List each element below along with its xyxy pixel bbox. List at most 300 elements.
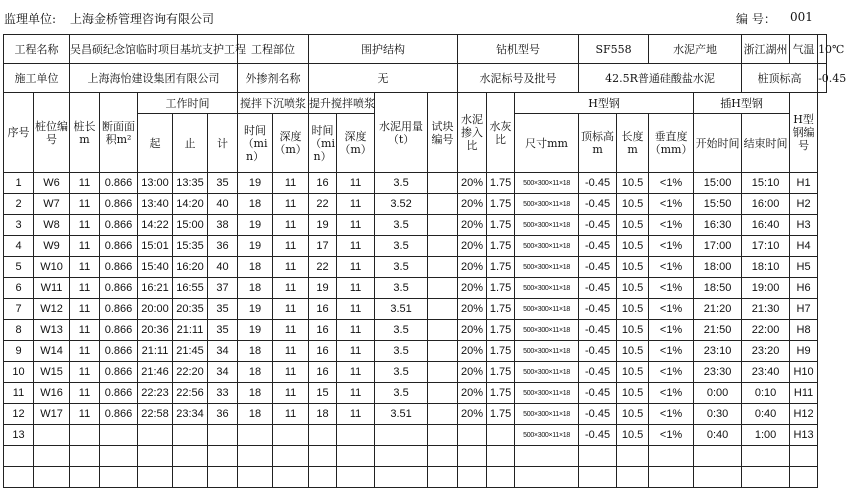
cell-up-depth: 11 <box>337 236 375 257</box>
cell-pile-no: W8 <box>34 215 70 236</box>
cell-verticality: <1% <box>649 320 694 341</box>
top-elev-header: 顶标高m <box>579 114 617 173</box>
cell-wc-ratio: 1.75 <box>487 362 515 383</box>
cell-cement-amount: 3.52 <box>375 194 428 215</box>
cell-insert-end: 16:00 <box>742 194 790 215</box>
temp-label: 气温 <box>790 35 818 64</box>
cell-insert-end: 18:10 <box>742 257 790 278</box>
cell-h-no: H8 <box>790 320 818 341</box>
cell-end-time: 13:35 <box>173 173 208 194</box>
cell-block-no <box>428 383 458 404</box>
cell-top-elev: -0.45 <box>579 320 617 341</box>
up-spray-header: 提升搅拌喷浆 <box>309 93 375 114</box>
cell-start-time: 21:46 <box>138 362 173 383</box>
cell-top-elev: -0.45 <box>579 194 617 215</box>
cell-cement-amount: 3.5 <box>375 362 428 383</box>
cell-up-time: 16 <box>309 362 337 383</box>
part-label: 工程部位 <box>238 35 309 64</box>
cell-top-elev: -0.45 <box>579 215 617 236</box>
rig-label: 钻机型号 <box>458 35 579 64</box>
cell-cement-ratio: 20% <box>458 404 487 425</box>
cell-end-time: 22:20 <box>173 362 208 383</box>
cell-h-no: H7 <box>790 299 818 320</box>
cell-seq: 12 <box>4 404 34 425</box>
cell-hsteel-size: 500×300×11×18 <box>515 425 579 446</box>
cell-hsteel-size: 500×300×11×18 <box>515 341 579 362</box>
empty-cell <box>208 446 238 467</box>
table-row <box>4 257 827 278</box>
cell-down-time: 19 <box>238 236 273 257</box>
block-no-header: 试块编号 <box>428 93 458 173</box>
cell-hsteel-size: 500×300×11×18 <box>515 257 579 278</box>
cell-end-time: 22:56 <box>173 383 208 404</box>
empty-cell <box>579 446 617 467</box>
cell-pile-no: W11 <box>34 278 70 299</box>
empty-cell <box>4 467 34 488</box>
cell-insert-end: 0:10 <box>742 383 790 404</box>
cell-total-min: 35 <box>208 320 238 341</box>
cell-top-elev: -0.45 <box>579 362 617 383</box>
empty-cell <box>337 446 375 467</box>
cell-top-elev: -0.45 <box>579 236 617 257</box>
wc-ratio-header: 水灰比 <box>487 93 515 173</box>
cell-block-no <box>428 404 458 425</box>
cell-down-depth: 11 <box>273 173 309 194</box>
cell-insert-start: 0:40 <box>694 425 742 446</box>
cell-hsteel-size: 500×300×11×18 <box>515 320 579 341</box>
cell-wc-ratio: 1.75 <box>487 383 515 404</box>
cell-h-no: H3 <box>790 215 818 236</box>
cell-up-time: 16 <box>309 320 337 341</box>
pile-no-header: 桩位编号 <box>34 93 70 173</box>
cell-area: 0.866 <box>100 257 138 278</box>
empty-cell <box>375 446 428 467</box>
cell-hsteel-size: 500×300×11×18 <box>515 362 579 383</box>
empty-cell <box>742 446 790 467</box>
cell-verticality: <1% <box>649 257 694 278</box>
cell-top-elev: -0.45 <box>579 257 617 278</box>
cell-down-time: 18 <box>238 404 273 425</box>
empty-cell <box>617 446 649 467</box>
cell-insert-end: 0:40 <box>742 404 790 425</box>
number-label: 编 号： <box>736 12 776 26</box>
up-depth-header: 深度（m） <box>337 114 375 173</box>
cell-wc-ratio: 1.75 <box>487 278 515 299</box>
cell-block-no <box>428 278 458 299</box>
table-row <box>4 236 827 257</box>
cell-verticality: <1% <box>649 362 694 383</box>
empty-cell <box>694 467 742 488</box>
cell-wc-ratio: 1.75 <box>487 341 515 362</box>
cell-start-time <box>138 425 173 446</box>
cell-insert-end: 17:10 <box>742 236 790 257</box>
cell-pile-no: W14 <box>34 341 70 362</box>
length-header: 长度m <box>617 114 649 173</box>
cell-down-time: 19 <box>238 299 273 320</box>
table-row <box>4 341 827 362</box>
cell-area: 0.866 <box>100 278 138 299</box>
cell-start-time: 20:00 <box>138 299 173 320</box>
cell-up-time: 19 <box>309 278 337 299</box>
cell-pile-no: W17 <box>34 404 70 425</box>
cell-down-depth: 11 <box>273 404 309 425</box>
empty-cell <box>375 467 428 488</box>
cell-down-time: 19 <box>238 320 273 341</box>
insert-h-header: 插H型钢 <box>694 93 790 114</box>
cell-area: 0.866 <box>100 299 138 320</box>
cell-pile-length: 11 <box>70 341 100 362</box>
cell-total-min: 35 <box>208 299 238 320</box>
cell-h-no: H5 <box>790 257 818 278</box>
cell-cement-ratio: 20% <box>458 299 487 320</box>
cell-cement-amount: 3.51 <box>375 404 428 425</box>
cell-insert-start: 23:30 <box>694 362 742 383</box>
cement-origin-value: 浙江湖州 <box>742 35 790 64</box>
cell-insert-end: 15:10 <box>742 173 790 194</box>
pile-length-header: 桩长m <box>70 93 100 173</box>
empty-cell <box>309 446 337 467</box>
cell-insert-end: 23:40 <box>742 362 790 383</box>
table-row <box>4 320 827 341</box>
cell-end-time: 21:11 <box>173 320 208 341</box>
cell-up-time: 18 <box>309 404 337 425</box>
cell-total-min: 34 <box>208 341 238 362</box>
cell-cement-ratio: 20% <box>458 215 487 236</box>
cell-insert-start: 18:50 <box>694 278 742 299</box>
cell-up-time: 22 <box>309 257 337 278</box>
cell-block-no <box>428 236 458 257</box>
cell-wc-ratio: 1.75 <box>487 236 515 257</box>
temp-value: 10℃ <box>818 35 827 64</box>
cement-grade-label: 水泥标号及批号 <box>458 64 579 93</box>
cell-up-time: 19 <box>309 215 337 236</box>
empty-cell <box>34 467 70 488</box>
empty-cell <box>100 467 138 488</box>
cell-end-time: 20:35 <box>173 299 208 320</box>
cell-up-depth: 11 <box>337 341 375 362</box>
cell-seq: 4 <box>4 236 34 257</box>
contractor-label: 施工单位 <box>4 64 70 93</box>
empty-cell <box>790 446 818 467</box>
cell-hsteel-length: 10.5 <box>617 194 649 215</box>
cell-down-depth: 11 <box>273 320 309 341</box>
cell-area: 0.866 <box>100 236 138 257</box>
additive-value: 无 <box>309 64 458 93</box>
cell-pile-length: 11 <box>70 362 100 383</box>
cell-top-elev: -0.45 <box>579 278 617 299</box>
cell-insert-start: 21:50 <box>694 320 742 341</box>
cell-hsteel-length: 10.5 <box>617 425 649 446</box>
cell-pile-length <box>70 425 100 446</box>
cell-cement-ratio <box>458 425 487 446</box>
cell-verticality: <1% <box>649 173 694 194</box>
cell-end-time <box>173 425 208 446</box>
empty-cell <box>649 467 694 488</box>
cell-insert-end: 19:00 <box>742 278 790 299</box>
cell-pile-length: 11 <box>70 215 100 236</box>
cell-insert-end: 22:00 <box>742 320 790 341</box>
cell-block-no <box>428 425 458 446</box>
up-time-header: 时间（min） <box>309 114 337 173</box>
cell-start-time: 13:40 <box>138 194 173 215</box>
cell-hsteel-size: 500×300×11×18 <box>515 278 579 299</box>
cell-total-min: 38 <box>208 215 238 236</box>
cell-end-time: 21:45 <box>173 341 208 362</box>
cell-seq: 6 <box>4 278 34 299</box>
number-value: 001 <box>790 10 813 24</box>
project-label: 工程名称 <box>4 35 70 64</box>
cell-down-time: 18 <box>238 383 273 404</box>
cell-hsteel-size: 500×300×11×18 <box>515 173 579 194</box>
empty-cell <box>742 467 790 488</box>
cell-total-min: 33 <box>208 383 238 404</box>
cell-pile-no: W6 <box>34 173 70 194</box>
empty-cell <box>487 467 515 488</box>
pile-top-value: -0.45 <box>818 64 827 93</box>
cell-pile-length: 11 <box>70 194 100 215</box>
cell-seq: 8 <box>4 320 34 341</box>
cell-total-min: 40 <box>208 257 238 278</box>
cell-verticality: <1% <box>649 299 694 320</box>
empty-cell <box>458 446 487 467</box>
cell-insert-end: 21:30 <box>742 299 790 320</box>
cell-insert-end: 16:40 <box>742 215 790 236</box>
cell-pile-length: 11 <box>70 299 100 320</box>
cell-insert-start: 23:10 <box>694 341 742 362</box>
cell-pile-no: W10 <box>34 257 70 278</box>
cell-up-depth: 11 <box>337 173 375 194</box>
cell-block-no <box>428 320 458 341</box>
cement-grade-value: 42.5R普通硅酸盐水泥 <box>579 64 742 93</box>
empty-cell <box>70 446 100 467</box>
supervisor-value: 上海金桥管理咨询有限公司 <box>70 12 215 26</box>
empty-cell <box>487 446 515 467</box>
cell-insert-start: 0:00 <box>694 383 742 404</box>
cell-down-time: 19 <box>238 173 273 194</box>
cell-up-time: 16 <box>309 173 337 194</box>
cell-up-time: 16 <box>309 341 337 362</box>
header-row-1 <box>4 93 827 114</box>
cell-verticality: <1% <box>649 194 694 215</box>
cell-pile-length: 11 <box>70 278 100 299</box>
cell-cement-amount: 3.5 <box>375 236 428 257</box>
empty-row <box>4 467 827 488</box>
down-time-header: 时间（min） <box>238 114 273 173</box>
empty-cell <box>138 446 173 467</box>
table-row <box>4 425 827 446</box>
empty-cell <box>273 446 309 467</box>
cell-pile-length: 11 <box>70 257 100 278</box>
cement-origin-label: 水泥产地 <box>649 35 742 64</box>
cell-down-time: 18 <box>238 362 273 383</box>
empty-cell <box>4 446 34 467</box>
cell-start-time: 15:01 <box>138 236 173 257</box>
size-header: 尺寸mm <box>515 114 579 173</box>
info-row-project <box>4 35 827 64</box>
cell-cement-amount: 3.5 <box>375 278 428 299</box>
cell-block-no <box>428 194 458 215</box>
insert-start-header: 开始时间 <box>694 114 742 173</box>
cell-cement-ratio: 20% <box>458 257 487 278</box>
cell-seq: 2 <box>4 194 34 215</box>
cell-area: 0.866 <box>100 404 138 425</box>
cell-h-no: H4 <box>790 236 818 257</box>
cell-hsteel-length: 10.5 <box>617 299 649 320</box>
empty-cell <box>790 467 818 488</box>
cell-hsteel-size: 500×300×11×18 <box>515 383 579 404</box>
table-row <box>4 173 827 194</box>
cell-seq: 7 <box>4 299 34 320</box>
cell-end-time: 15:35 <box>173 236 208 257</box>
cell-h-no: H10 <box>790 362 818 383</box>
cell-block-no <box>428 215 458 236</box>
cell-pile-no: W16 <box>34 383 70 404</box>
cell-cement-ratio: 20% <box>458 383 487 404</box>
cell-insert-end: 23:20 <box>742 341 790 362</box>
cell-pile-length: 11 <box>70 236 100 257</box>
cell-insert-start: 17:00 <box>694 236 742 257</box>
cell-down-depth: 11 <box>273 299 309 320</box>
empty-cell <box>208 467 238 488</box>
cell-pile-no: W9 <box>34 236 70 257</box>
cell-up-depth: 11 <box>337 278 375 299</box>
cell-down-depth: 11 <box>273 215 309 236</box>
cell-down-depth: 11 <box>273 257 309 278</box>
cell-seq: 3 <box>4 215 34 236</box>
cell-end-time: 16:20 <box>173 257 208 278</box>
empty-cell <box>238 446 273 467</box>
empty-cell <box>238 467 273 488</box>
cell-wc-ratio: 1.75 <box>487 404 515 425</box>
cell-pile-length: 11 <box>70 404 100 425</box>
table-row <box>4 362 827 383</box>
project-value: 吴昌硕纪念馆临时项目基坑支护工程 <box>70 35 238 64</box>
cell-h-no: H13 <box>790 425 818 446</box>
cell-cement-amount: 3.5 <box>375 257 428 278</box>
document-header <box>0 0 830 34</box>
cell-insert-start: 21:20 <box>694 299 742 320</box>
cell-verticality: <1% <box>649 278 694 299</box>
cell-cement-ratio: 20% <box>458 194 487 215</box>
cell-total-min: 35 <box>208 173 238 194</box>
insert-end-header: 结束时间 <box>742 114 790 173</box>
cell-total-min: 40 <box>208 194 238 215</box>
cell-down-time <box>238 425 273 446</box>
cell-hsteel-size: 500×300×11×18 <box>515 404 579 425</box>
cell-cement-amount: 3.5 <box>375 173 428 194</box>
cell-cement-amount: 3.5 <box>375 215 428 236</box>
empty-cell <box>34 446 70 467</box>
cell-hsteel-size: 500×300×11×18 <box>515 215 579 236</box>
cell-hsteel-length: 10.5 <box>617 278 649 299</box>
cell-end-time: 16:55 <box>173 278 208 299</box>
cell-wc-ratio: 1.75 <box>487 194 515 215</box>
cell-area: 0.866 <box>100 362 138 383</box>
cell-pile-no <box>34 425 70 446</box>
cell-h-no: H6 <box>790 278 818 299</box>
table-row <box>4 383 827 404</box>
cell-start-time: 15:40 <box>138 257 173 278</box>
cell-down-time: 19 <box>238 215 273 236</box>
table-row <box>4 278 827 299</box>
cell-area: 0.866 <box>100 383 138 404</box>
cell-end-time: 23:34 <box>173 404 208 425</box>
empty-cell <box>458 467 487 488</box>
part-value: 围护结构 <box>309 35 458 64</box>
cell-up-time <box>309 425 337 446</box>
cell-start-time: 16:21 <box>138 278 173 299</box>
cell-block-no <box>428 173 458 194</box>
cell-hsteel-length: 10.5 <box>617 257 649 278</box>
info-row-contractor <box>4 64 827 93</box>
table-row <box>4 215 827 236</box>
cell-end-time: 14:20 <box>173 194 208 215</box>
cell-verticality: <1% <box>649 404 694 425</box>
cell-wc-ratio <box>487 425 515 446</box>
cell-cement-amount: 3.51 <box>375 299 428 320</box>
cell-area: 0.866 <box>100 215 138 236</box>
rig-value: SF558 <box>579 35 649 64</box>
cell-up-depth: 11 <box>337 383 375 404</box>
cell-insert-start: 15:00 <box>694 173 742 194</box>
cell-top-elev: -0.45 <box>579 383 617 404</box>
cell-wc-ratio: 1.75 <box>487 215 515 236</box>
cell-down-depth: 11 <box>273 383 309 404</box>
cell-h-no: H12 <box>790 404 818 425</box>
empty-cell <box>309 467 337 488</box>
cell-top-elev: -0.45 <box>579 404 617 425</box>
cell-block-no <box>428 299 458 320</box>
cell-end-time: 15:00 <box>173 215 208 236</box>
empty-cell <box>173 446 208 467</box>
area-header: 断面面积m² <box>100 93 138 173</box>
cell-area: 0.866 <box>100 320 138 341</box>
work-time-header: 工作时间 <box>138 93 238 114</box>
empty-row <box>4 446 827 467</box>
contractor-value: 上海海怡建设集团有限公司 <box>70 64 238 93</box>
cell-area: 0.866 <box>100 173 138 194</box>
cement-ratio-header: 水泥掺入比 <box>458 93 487 173</box>
cell-top-elev: -0.45 <box>579 425 617 446</box>
cell-up-depth: 11 <box>337 320 375 341</box>
cell-block-no <box>428 257 458 278</box>
cell-seq: 11 <box>4 383 34 404</box>
supervisor-label: 监理单位: <box>4 12 57 26</box>
cell-start-time: 22:58 <box>138 404 173 425</box>
pile-top-label: 桩顶标高 <box>742 64 818 93</box>
cell-top-elev: -0.45 <box>579 173 617 194</box>
cell-start-time: 13:00 <box>138 173 173 194</box>
cell-block-no <box>428 341 458 362</box>
cell-hsteel-length: 10.5 <box>617 404 649 425</box>
cell-down-depth: 11 <box>273 341 309 362</box>
cell-area <box>100 425 138 446</box>
cell-hsteel-length: 10.5 <box>617 236 649 257</box>
cell-up-time: 17 <box>309 236 337 257</box>
empty-cell <box>515 446 579 467</box>
cell-verticality: <1% <box>649 341 694 362</box>
verticality-header: 垂直度（mm） <box>649 114 694 173</box>
cell-cement-ratio: 20% <box>458 341 487 362</box>
cell-total-min: 34 <box>208 362 238 383</box>
cell-down-depth: 11 <box>273 278 309 299</box>
cell-hsteel-length: 10.5 <box>617 341 649 362</box>
cell-up-time: 15 <box>309 383 337 404</box>
cell-h-no: H2 <box>790 194 818 215</box>
cell-up-time: 22 <box>309 194 337 215</box>
cell-seq: 13 <box>4 425 34 446</box>
hsteel-header: H型钢 <box>515 93 694 114</box>
